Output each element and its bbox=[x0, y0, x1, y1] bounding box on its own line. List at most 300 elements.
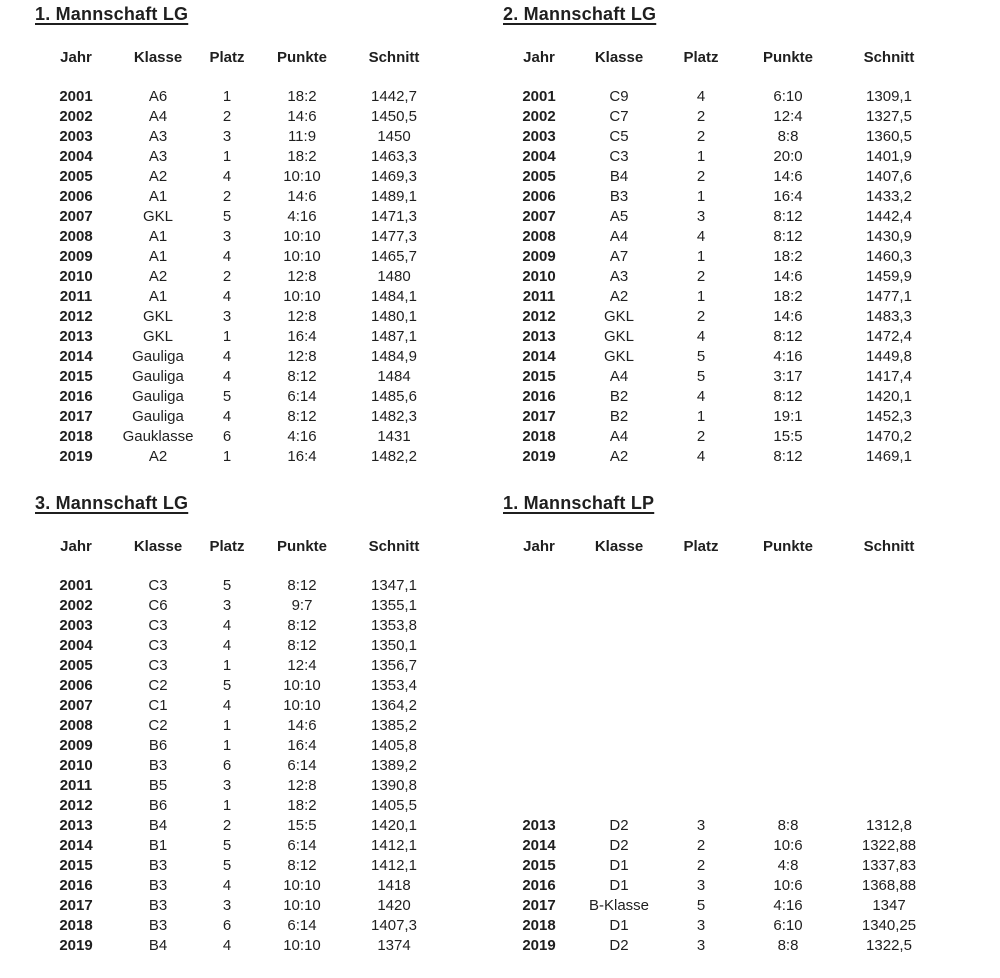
data-cell: 4:16 bbox=[287, 208, 317, 225]
table-row bbox=[498, 327, 946, 347]
year-cell: 2007 bbox=[59, 697, 93, 714]
table-row bbox=[35, 387, 439, 407]
section-title: 1. Mannschaft LP bbox=[503, 493, 655, 513]
data-cell: 12:8 bbox=[287, 308, 317, 325]
data-cell: GKL bbox=[603, 328, 634, 345]
data-cell: 12:8 bbox=[287, 348, 317, 365]
data-cell: B4 bbox=[148, 817, 168, 834]
data-cell: 8:12 bbox=[287, 857, 317, 874]
column-header-jahr: Jahr bbox=[523, 538, 555, 555]
data-cell: 1340,25 bbox=[861, 917, 917, 934]
data-cell: 10:10 bbox=[283, 937, 321, 954]
data-cell: 16:4 bbox=[773, 188, 803, 205]
data-cell: 8:8 bbox=[777, 937, 799, 954]
data-cell: 1 bbox=[222, 797, 232, 814]
table-row bbox=[35, 267, 439, 287]
data-cell: B3 bbox=[609, 188, 629, 205]
data-cell: A2 bbox=[148, 168, 168, 185]
data-cell: 1487,1 bbox=[371, 328, 417, 345]
column-header-jahr: Jahr bbox=[523, 49, 555, 66]
data-cell: 1401,9 bbox=[866, 148, 912, 165]
data-cell: 20:0 bbox=[773, 148, 803, 165]
data-cell: B2 bbox=[609, 388, 629, 405]
data-cell: 2 bbox=[696, 837, 706, 854]
data-cell: 10:10 bbox=[283, 168, 321, 185]
data-cell: 1433,2 bbox=[866, 188, 912, 205]
empty-row bbox=[498, 776, 946, 796]
data-cell: 1 bbox=[222, 448, 232, 465]
table-row bbox=[35, 327, 439, 347]
data-cell: 1390,8 bbox=[371, 777, 417, 794]
year-cell: 2019 bbox=[522, 448, 556, 465]
table-row bbox=[498, 267, 946, 287]
column-header-jahr: Jahr bbox=[60, 538, 92, 555]
data-cell: B3 bbox=[148, 857, 168, 874]
year-cell: 2016 bbox=[522, 877, 556, 894]
table-row bbox=[35, 756, 439, 776]
data-cell: 1322,5 bbox=[866, 937, 912, 954]
data-cell: 1489,1 bbox=[371, 188, 417, 205]
data-cell: 4:8 bbox=[777, 857, 799, 874]
data-cell: 5 bbox=[222, 837, 232, 854]
data-cell: A4 bbox=[609, 228, 629, 245]
year-cell: 2012 bbox=[59, 797, 93, 814]
data-cell: A6 bbox=[148, 88, 168, 105]
data-cell: D2 bbox=[609, 937, 629, 954]
data-cell: 3 bbox=[696, 917, 706, 934]
table-row bbox=[35, 287, 439, 307]
results-table bbox=[35, 48, 439, 467]
table-row bbox=[498, 207, 946, 227]
data-cell: 6 bbox=[222, 428, 232, 445]
year-cell: 2012 bbox=[59, 308, 93, 325]
year-cell: 2015 bbox=[522, 857, 556, 874]
data-cell: 10:10 bbox=[283, 877, 321, 894]
data-cell: 3 bbox=[222, 308, 232, 325]
data-cell: 4 bbox=[222, 368, 232, 385]
table-row bbox=[35, 736, 439, 756]
data-cell: 1322,88 bbox=[861, 837, 917, 854]
data-cell: 2 bbox=[696, 108, 706, 125]
data-cell: 4 bbox=[222, 697, 232, 714]
table-row bbox=[35, 936, 439, 956]
data-cell: 10:10 bbox=[283, 697, 321, 714]
data-cell: 1407,6 bbox=[866, 168, 912, 185]
data-cell: GKL bbox=[603, 348, 634, 365]
table-row bbox=[35, 447, 439, 467]
data-cell: 4 bbox=[696, 448, 706, 465]
data-cell: 14:6 bbox=[287, 108, 317, 125]
data-cell: D1 bbox=[609, 877, 629, 894]
year-cell: 2006 bbox=[59, 188, 93, 205]
table-row bbox=[498, 307, 946, 327]
data-cell: 4 bbox=[222, 288, 232, 305]
section-mannschaft-2-lg bbox=[498, 4, 946, 467]
data-cell: 4 bbox=[222, 348, 232, 365]
header-row bbox=[35, 537, 439, 557]
data-cell: B2 bbox=[609, 408, 629, 425]
data-cell: 12:8 bbox=[287, 777, 317, 794]
data-cell: C2 bbox=[148, 677, 168, 694]
data-cell: GKL bbox=[603, 308, 634, 325]
table-row bbox=[35, 796, 439, 816]
header-row bbox=[498, 48, 946, 68]
data-cell: Gauliga bbox=[132, 368, 184, 385]
data-cell: D2 bbox=[609, 817, 629, 834]
table-body bbox=[35, 68, 439, 467]
column-header-schnitt: Schnitt bbox=[863, 538, 915, 555]
data-cell: D1 bbox=[609, 917, 629, 934]
data-cell: 10:10 bbox=[283, 288, 321, 305]
data-cell: 3 bbox=[696, 208, 706, 225]
data-cell: 9:7 bbox=[291, 597, 313, 614]
year-cell: 2003 bbox=[59, 128, 93, 145]
year-cell: 2017 bbox=[59, 408, 93, 425]
data-cell: 3 bbox=[222, 228, 232, 245]
year-cell: 2007 bbox=[59, 208, 93, 225]
table-row bbox=[35, 207, 439, 227]
data-cell: 10:10 bbox=[283, 228, 321, 245]
year-cell: 2015 bbox=[59, 368, 93, 385]
data-cell: A4 bbox=[148, 108, 168, 125]
year-cell: 2011 bbox=[59, 777, 93, 794]
data-cell: 4 bbox=[222, 248, 232, 265]
data-cell: 6:14 bbox=[287, 757, 317, 774]
year-cell: 2019 bbox=[59, 937, 93, 954]
data-cell: 1463,3 bbox=[371, 148, 417, 165]
data-cell: 1469,1 bbox=[866, 448, 912, 465]
table-row bbox=[498, 916, 946, 936]
data-cell: 4 bbox=[222, 937, 232, 954]
year-cell: 2018 bbox=[522, 917, 556, 934]
data-cell: A3 bbox=[148, 148, 168, 165]
data-cell: 3 bbox=[222, 777, 232, 794]
data-cell: B4 bbox=[148, 937, 168, 954]
data-cell: 1450,5 bbox=[371, 108, 417, 125]
data-cell: 1482,3 bbox=[371, 408, 417, 425]
data-cell: 4 bbox=[696, 328, 706, 345]
data-cell: 6 bbox=[222, 757, 232, 774]
data-cell: 8:12 bbox=[773, 448, 803, 465]
table-row bbox=[498, 836, 946, 856]
table-row bbox=[35, 696, 439, 716]
data-cell: 8:12 bbox=[773, 228, 803, 245]
data-cell: 1465,7 bbox=[371, 248, 417, 265]
table-row bbox=[35, 656, 439, 676]
data-cell: 1 bbox=[222, 717, 232, 734]
year-cell: 2019 bbox=[59, 448, 93, 465]
data-cell: 5 bbox=[696, 368, 706, 385]
data-cell: 4 bbox=[222, 877, 232, 894]
year-cell: 2014 bbox=[522, 348, 556, 365]
table-body bbox=[498, 68, 946, 467]
table-row bbox=[498, 367, 946, 387]
data-cell: 1417,4 bbox=[866, 368, 912, 385]
column-header-platz: Platz bbox=[209, 538, 245, 555]
data-cell: 4:16 bbox=[773, 897, 803, 914]
data-cell: 14:6 bbox=[287, 717, 317, 734]
data-cell: A2 bbox=[148, 448, 168, 465]
data-cell: 1 bbox=[222, 148, 232, 165]
table-row bbox=[35, 616, 439, 636]
table-row bbox=[35, 307, 439, 327]
table-row bbox=[35, 347, 439, 367]
section-mannschaft-1-lp bbox=[498, 493, 946, 956]
data-cell: 1452,3 bbox=[866, 408, 912, 425]
data-cell: 4 bbox=[222, 408, 232, 425]
year-cell: 2008 bbox=[522, 228, 556, 245]
data-cell: 1480 bbox=[377, 268, 411, 285]
table-row bbox=[498, 387, 946, 407]
column-header-klasse: Klasse bbox=[133, 49, 183, 66]
data-cell: 1389,2 bbox=[371, 757, 417, 774]
data-cell: 4 bbox=[222, 168, 232, 185]
table-row bbox=[35, 576, 439, 596]
data-cell: 4:16 bbox=[773, 348, 803, 365]
data-cell: 1407,3 bbox=[371, 917, 417, 934]
year-cell: 2011 bbox=[522, 288, 556, 305]
data-cell: GKL bbox=[142, 208, 173, 225]
data-cell: B4 bbox=[609, 168, 629, 185]
data-cell: C3 bbox=[148, 657, 168, 674]
table-row bbox=[35, 716, 439, 736]
data-cell: 1374 bbox=[377, 937, 411, 954]
table-row bbox=[35, 876, 439, 896]
data-cell: 15:5 bbox=[773, 428, 803, 445]
year-cell: 2002 bbox=[522, 108, 556, 125]
data-cell: B3 bbox=[148, 897, 168, 914]
year-cell: 2018 bbox=[59, 428, 93, 445]
year-cell: 2016 bbox=[522, 388, 556, 405]
table-row bbox=[498, 227, 946, 247]
section-title: 3. Mannschaft LG bbox=[35, 493, 189, 513]
data-cell: Gauklasse bbox=[122, 428, 194, 445]
table-header bbox=[498, 537, 946, 557]
year-cell: 2013 bbox=[522, 817, 556, 834]
year-cell: 2013 bbox=[59, 817, 93, 834]
table-row bbox=[35, 856, 439, 876]
table-row bbox=[498, 287, 946, 307]
data-cell: A4 bbox=[609, 368, 629, 385]
table-row bbox=[35, 407, 439, 427]
table-row bbox=[35, 676, 439, 696]
column-header-platz: Platz bbox=[683, 49, 719, 66]
data-cell: B3 bbox=[148, 917, 168, 934]
table-row bbox=[498, 347, 946, 367]
column-header-punkte: Punkte bbox=[762, 538, 813, 555]
data-cell: B6 bbox=[148, 797, 168, 814]
column-header-klasse: Klasse bbox=[133, 538, 183, 555]
data-cell: 4 bbox=[696, 388, 706, 405]
year-cell: 2004 bbox=[59, 148, 93, 165]
data-cell: 2 bbox=[696, 428, 706, 445]
column-header-jahr: Jahr bbox=[60, 49, 92, 66]
data-cell: 12:8 bbox=[287, 268, 317, 285]
data-cell: 4:16 bbox=[287, 428, 317, 445]
data-cell: 3 bbox=[696, 877, 706, 894]
column-header-punkte: Punkte bbox=[762, 49, 813, 66]
data-cell: 1430,9 bbox=[866, 228, 912, 245]
data-cell: 10:10 bbox=[283, 248, 321, 265]
data-cell: A3 bbox=[148, 128, 168, 145]
data-cell: 1 bbox=[696, 408, 706, 425]
data-cell: A4 bbox=[609, 428, 629, 445]
data-cell: 8:8 bbox=[777, 817, 799, 834]
data-cell: 3 bbox=[222, 128, 232, 145]
data-cell: 1460,3 bbox=[866, 248, 912, 265]
data-cell: 2 bbox=[696, 268, 706, 285]
spacer-row bbox=[35, 557, 439, 576]
table-row bbox=[498, 876, 946, 896]
data-cell: 1472,4 bbox=[866, 328, 912, 345]
table-header bbox=[498, 48, 946, 68]
data-cell: 2 bbox=[696, 857, 706, 874]
section-title: 2. Mannschaft LG bbox=[503, 4, 657, 24]
data-cell: GKL bbox=[142, 328, 173, 345]
empty-row bbox=[498, 616, 946, 636]
year-cell: 2015 bbox=[59, 857, 93, 874]
data-cell: 1337,83 bbox=[861, 857, 917, 874]
table-row bbox=[35, 916, 439, 936]
table-row bbox=[35, 816, 439, 836]
data-cell: 2 bbox=[696, 128, 706, 145]
data-cell: 6:14 bbox=[287, 388, 317, 405]
empty-row bbox=[498, 716, 946, 736]
data-cell: 8:12 bbox=[773, 328, 803, 345]
table-row bbox=[35, 896, 439, 916]
column-header-punkte: Punkte bbox=[276, 49, 327, 66]
data-cell: 2 bbox=[222, 188, 232, 205]
data-cell: 1385,2 bbox=[371, 717, 417, 734]
data-cell: 2 bbox=[696, 168, 706, 185]
data-cell: 8:12 bbox=[773, 208, 803, 225]
table-row bbox=[35, 227, 439, 247]
results-table bbox=[498, 537, 946, 956]
year-cell: 2006 bbox=[59, 677, 93, 694]
data-cell: 5 bbox=[696, 897, 706, 914]
year-cell: 2008 bbox=[59, 228, 93, 245]
year-cell: 2001 bbox=[59, 577, 93, 594]
data-cell: 1420,1 bbox=[866, 388, 912, 405]
data-cell: 1353,8 bbox=[371, 617, 417, 634]
year-cell: 2013 bbox=[59, 328, 93, 345]
data-cell: 3 bbox=[222, 597, 232, 614]
data-cell: 1477,1 bbox=[866, 288, 912, 305]
empty-row bbox=[498, 796, 946, 816]
data-cell: 1483,3 bbox=[866, 308, 912, 325]
column-header-platz: Platz bbox=[683, 538, 719, 555]
data-cell: 10:10 bbox=[283, 897, 321, 914]
year-cell: 2005 bbox=[59, 657, 93, 674]
table-row bbox=[35, 147, 439, 167]
data-cell: 6:10 bbox=[773, 88, 803, 105]
year-cell: 2017 bbox=[522, 897, 556, 914]
data-cell: Gauliga bbox=[132, 388, 184, 405]
year-cell: 2012 bbox=[522, 308, 556, 325]
data-cell: 1418 bbox=[377, 877, 411, 894]
data-cell: 1347,1 bbox=[371, 577, 417, 594]
data-cell: 5 bbox=[222, 388, 232, 405]
data-cell: C3 bbox=[148, 617, 168, 634]
data-cell: 1360,5 bbox=[866, 128, 912, 145]
data-cell: A3 bbox=[609, 268, 629, 285]
results-table bbox=[498, 48, 946, 467]
year-cell: 2007 bbox=[522, 208, 556, 225]
data-cell: 16:4 bbox=[287, 737, 317, 754]
table-row bbox=[498, 167, 946, 187]
data-cell: 1470,2 bbox=[866, 428, 912, 445]
data-cell: C3 bbox=[148, 577, 168, 594]
data-cell: 1309,1 bbox=[866, 88, 912, 105]
data-cell: A5 bbox=[609, 208, 629, 225]
data-cell: 18:2 bbox=[287, 148, 317, 165]
data-cell: 1 bbox=[222, 737, 232, 754]
year-cell: 2018 bbox=[59, 917, 93, 934]
year-cell: 2019 bbox=[522, 937, 556, 954]
year-cell: 2008 bbox=[59, 717, 93, 734]
data-cell: 1459,9 bbox=[866, 268, 912, 285]
data-cell: 4 bbox=[222, 617, 232, 634]
data-cell: 1 bbox=[696, 288, 706, 305]
data-cell: 1450 bbox=[377, 128, 411, 145]
data-cell: A1 bbox=[148, 228, 168, 245]
year-cell: 2004 bbox=[522, 148, 556, 165]
year-cell: 2009 bbox=[59, 248, 93, 265]
year-cell: 2018 bbox=[522, 428, 556, 445]
table-body bbox=[498, 557, 946, 956]
table-row bbox=[35, 107, 439, 127]
data-cell: 16:4 bbox=[287, 448, 317, 465]
data-cell: 11:9 bbox=[287, 128, 317, 145]
year-cell: 2016 bbox=[59, 877, 93, 894]
column-header-klasse: Klasse bbox=[594, 538, 644, 555]
data-cell: C2 bbox=[148, 717, 168, 734]
data-cell: 1469,3 bbox=[371, 168, 417, 185]
data-cell: A1 bbox=[148, 288, 168, 305]
data-cell: 3 bbox=[696, 937, 706, 954]
data-cell: 1484 bbox=[377, 368, 411, 385]
data-cell: D1 bbox=[609, 857, 629, 874]
data-cell: 15:5 bbox=[287, 817, 317, 834]
data-cell: 8:12 bbox=[773, 388, 803, 405]
data-cell: 1347 bbox=[872, 897, 906, 914]
table-row bbox=[35, 367, 439, 387]
data-cell: 1449,8 bbox=[866, 348, 912, 365]
table-row bbox=[498, 247, 946, 267]
empty-row bbox=[498, 636, 946, 656]
year-cell: 2014 bbox=[522, 837, 556, 854]
data-cell: 1356,7 bbox=[371, 657, 417, 674]
year-cell: 2003 bbox=[522, 128, 556, 145]
data-cell: B-Klasse bbox=[588, 897, 650, 914]
data-cell: 1420 bbox=[377, 897, 411, 914]
data-cell: Gauliga bbox=[132, 348, 184, 365]
data-cell: B3 bbox=[148, 757, 168, 774]
data-cell: 8:8 bbox=[777, 128, 799, 145]
year-cell: 2001 bbox=[59, 88, 93, 105]
data-cell: B6 bbox=[148, 737, 168, 754]
data-cell: 1412,1 bbox=[371, 837, 417, 854]
column-header-schnitt: Schnitt bbox=[368, 538, 420, 555]
data-cell: 1 bbox=[222, 657, 232, 674]
data-cell: 2 bbox=[696, 308, 706, 325]
data-cell: 1477,3 bbox=[371, 228, 417, 245]
data-cell: 1405,8 bbox=[371, 737, 417, 754]
header-row bbox=[35, 48, 439, 68]
data-cell: 2 bbox=[222, 108, 232, 125]
data-cell: 5 bbox=[222, 677, 232, 694]
year-cell: 2014 bbox=[59, 837, 93, 854]
